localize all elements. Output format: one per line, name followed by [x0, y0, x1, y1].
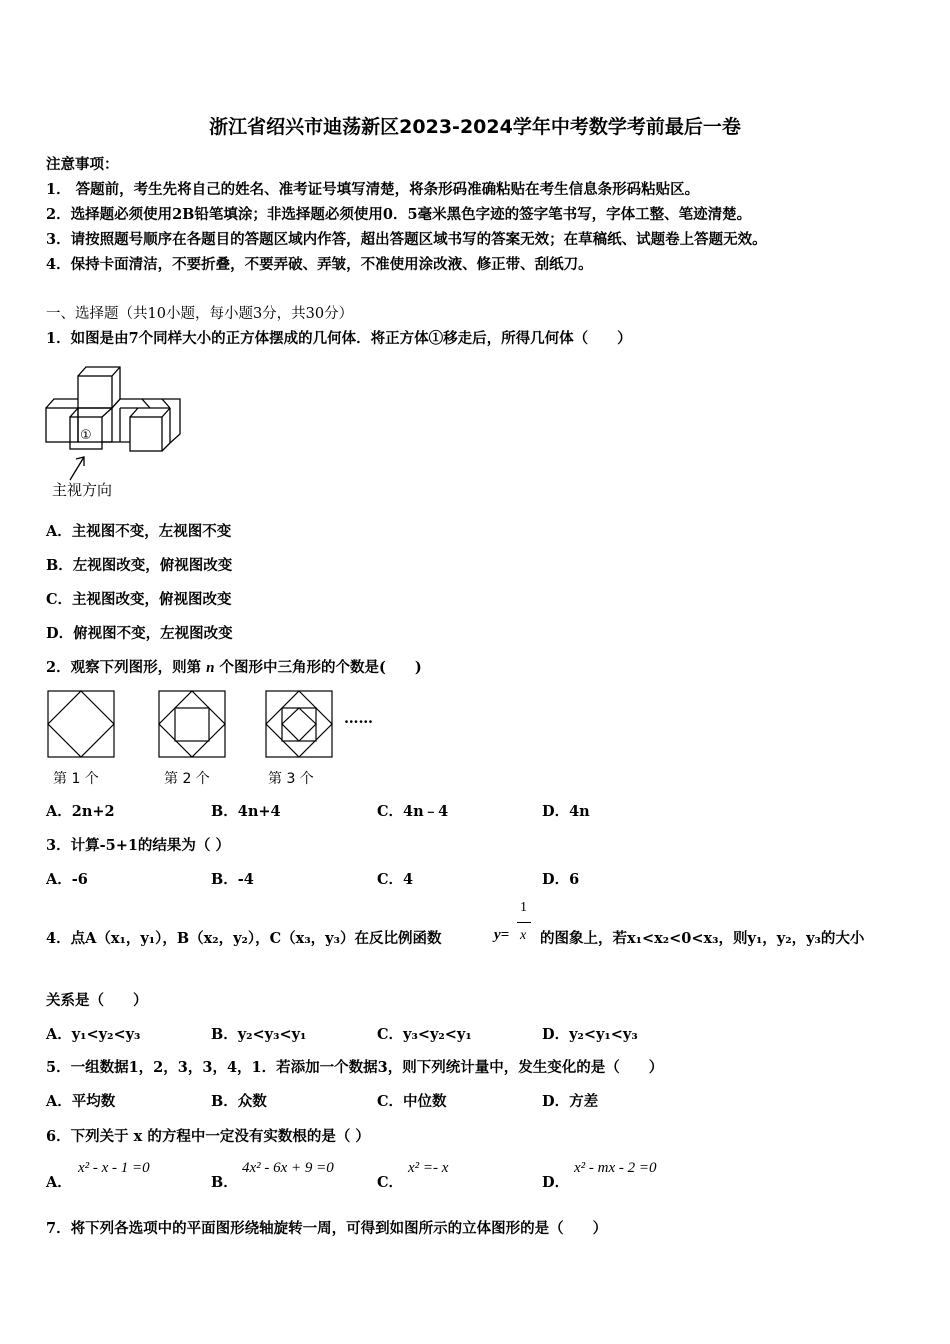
- question-stem-cont: 的图象上，若x₁<x₂<0<x₃，则y₁，y₂，y₃的大小: [540, 930, 865, 947]
- question-stem-end: 关系是（ ）: [46, 992, 148, 1009]
- option-c: C．y₃<y₂<y₁: [377, 1026, 472, 1043]
- fraction-bar: [517, 922, 531, 923]
- option-a: A．主视图不变，左视图不变: [46, 523, 232, 540]
- option-d: D．4n: [542, 803, 590, 820]
- option-a: A．y₁<y₂<y₃: [46, 1026, 141, 1043]
- option-b: B．4n+4: [211, 803, 281, 820]
- question-stem: 4．点A（x₁，y₁），B（x₂，y₂），C（x₃，y₃）在反比例函数: [46, 930, 442, 947]
- question-stem: 5．一组数据1，2，3，3，4，1．若添加一个数据3，则下列统计量中，发生变化的是（ ）: [46, 1059, 664, 1076]
- variable-n: n: [206, 660, 215, 676]
- function-name: y=: [494, 927, 510, 943]
- question-stem: 3．计算-5+1的结果为（ ）: [46, 837, 230, 854]
- option-b: B．众数: [211, 1093, 267, 1110]
- option-a: A．2n+2: [46, 803, 115, 820]
- question-stem: 7．将下列各选项中的平面图形绕轴旋转一周，可得到如图所示的立体图形的是（ ）: [46, 1220, 608, 1237]
- option-a: A．-6: [46, 871, 88, 888]
- option-d-label: D．: [542, 1174, 570, 1191]
- note-item: 1． 答题前，考生先将自己的姓名、准考证号填写清楚，将条形码准确粘贴在考生信息条形码粘贴区。: [46, 181, 700, 198]
- figure-caption: 第 3 个: [268, 771, 314, 787]
- option-b: B．左视图改变，俯视图改变: [46, 557, 233, 574]
- ellipsis: ……: [344, 710, 373, 727]
- triangle-pattern-figures: [44, 688, 344, 760]
- option-c: C．4: [377, 871, 414, 888]
- question-stem: 1．如图是由7个同样大小的正方体摆成的几何体．将正方体①移走后，所得几何体（ ）: [46, 330, 632, 347]
- question-stem: 2．观察下列图形，则第 n 个图形中三角形的个数是( ): [46, 659, 422, 676]
- fraction-numerator: 1: [520, 900, 527, 915]
- option-a-equation: x² - x - 1 =0: [78, 1160, 150, 1176]
- option-d: D．方差: [542, 1093, 599, 1110]
- option-c: C．主视图改变，俯视图改变: [46, 591, 232, 608]
- option-b: B．y₂<y₃<y₁: [211, 1026, 307, 1043]
- question-stem: 6．下列关于 x 的方程中一定没有实数根的是（ ）: [46, 1128, 370, 1145]
- cube-label: ①: [80, 428, 92, 443]
- option-a: A．平均数: [46, 1093, 116, 1110]
- note-item: 2．选择题必须使用2B铅笔填涂；非选择题必须使用0．5毫米黑色字迹的签字笔书写，字体工整、笔迹清楚。: [46, 206, 752, 223]
- option-c: C．4n﹣4: [377, 803, 449, 820]
- section-heading: 一、选择题（共10小题，每小题3分，共30分）: [46, 306, 354, 322]
- notes-heading: 注意事项：: [46, 156, 119, 173]
- note-item: 3．请按照题号顺序在各题目的答题区域内作答，超出答题区域书写的答案无效；在草稿纸、试题卷上答题无效。: [46, 231, 767, 248]
- direction-label: 主视方向: [52, 481, 113, 499]
- note-item: 4．保持卡面清洁，不要折叠，不要弄破、弄皱，不准使用涂改液、修正带、刮纸刀。: [46, 256, 593, 273]
- option-d: D．俯视图不变，左视图改变: [46, 625, 233, 642]
- option-d: D．6: [542, 871, 580, 888]
- option-c-label: C．: [377, 1174, 404, 1191]
- option-b-label: B．: [211, 1174, 238, 1191]
- figure-caption: 第 1 个: [53, 771, 99, 787]
- figure-caption: 第 2 个: [164, 771, 210, 787]
- option-d: D．y₂<y₁<y₃: [542, 1026, 638, 1043]
- option-c: C．中位数: [377, 1093, 447, 1110]
- option-c-equation: x² =- x: [408, 1160, 449, 1176]
- option-b-equation: 4x² - 6x + 9 =0: [242, 1160, 334, 1176]
- fraction-denominator: x: [520, 928, 527, 943]
- cube-stack-figure: [40, 362, 190, 504]
- page-title: 浙江省绍兴市迪荡新区2023-2024学年中考数学考前最后一卷: [209, 116, 741, 138]
- option-b: B．-4: [211, 871, 254, 888]
- option-a-label: A．: [46, 1174, 72, 1191]
- option-d-equation: x² - mx - 2 =0: [574, 1160, 657, 1176]
